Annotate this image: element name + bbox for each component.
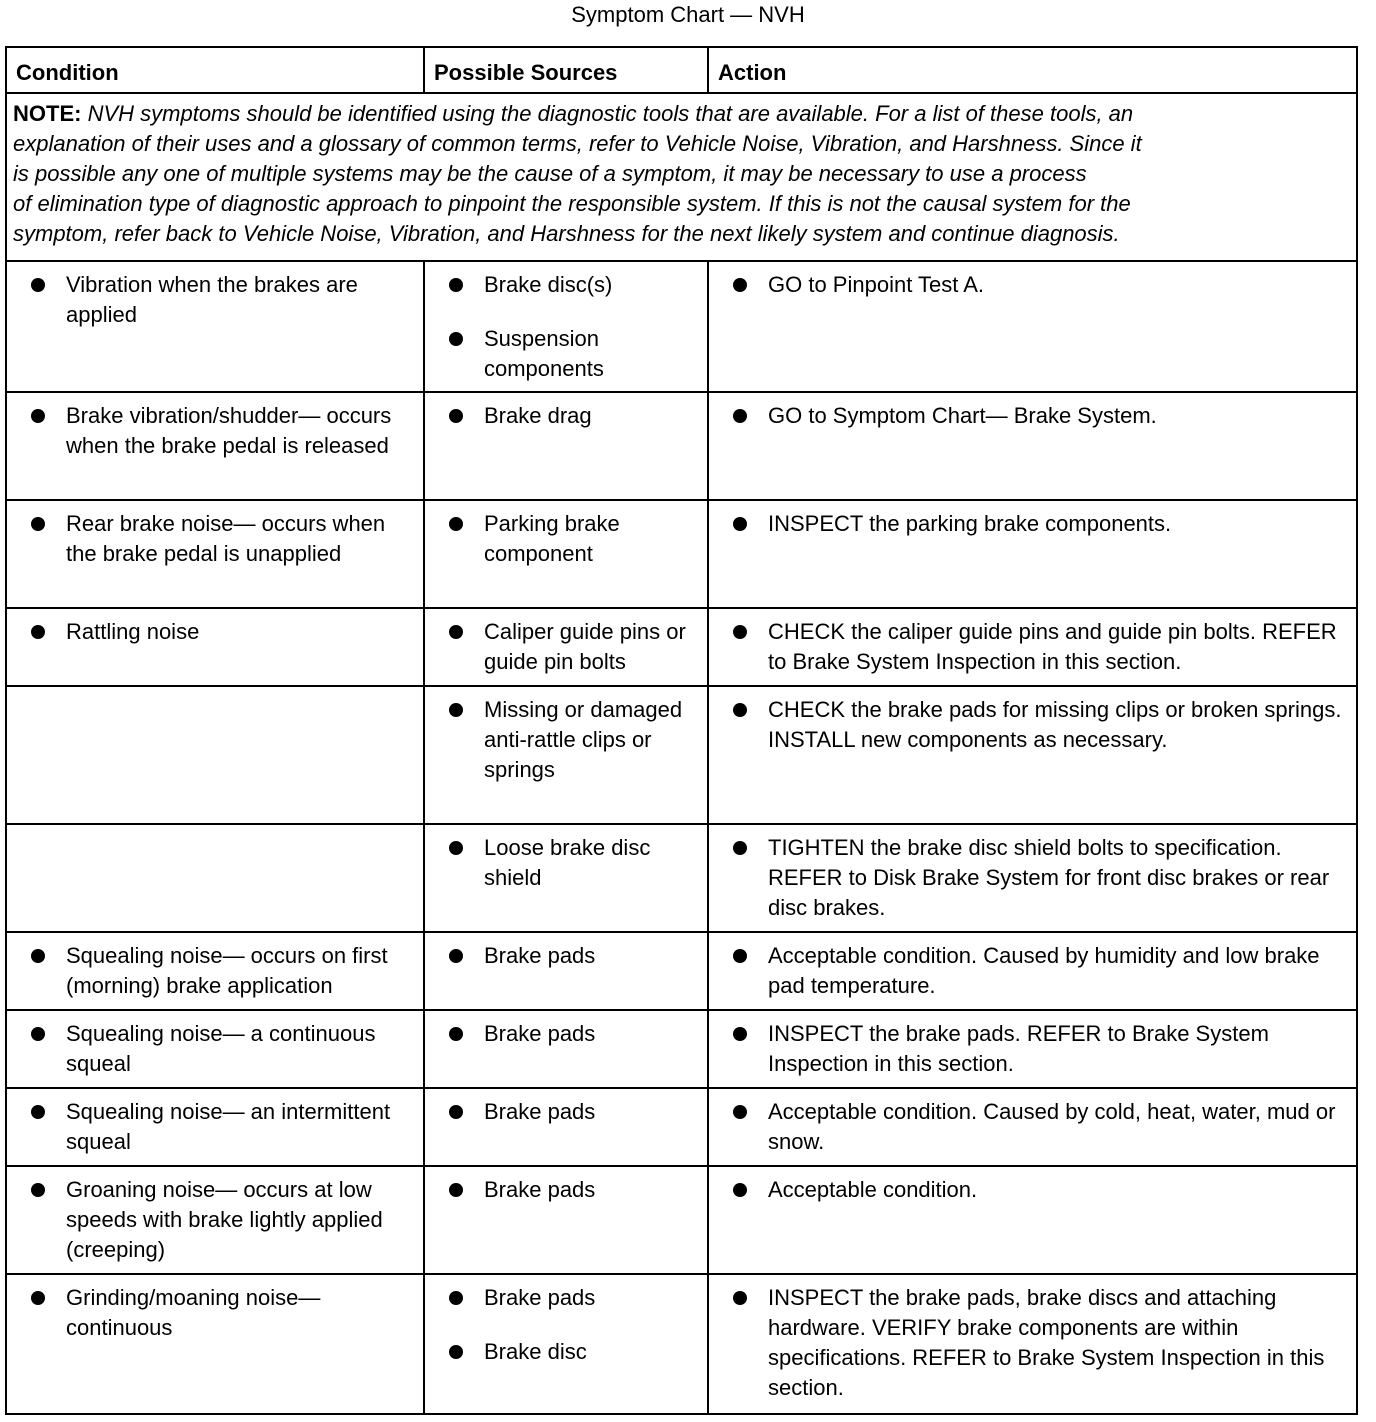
sources-cell bbox=[424, 1274, 708, 1414]
header-action: Action bbox=[708, 47, 1357, 93]
condition-cell bbox=[6, 686, 424, 824]
source-item: Brake disc bbox=[449, 1337, 701, 1367]
source-item: Brake disc(s) bbox=[449, 270, 701, 300]
note-text-line: symptom, refer back to Vehicle Noise, Vibration, and Harshness for the next likely system and continue diagnosis. bbox=[13, 221, 1120, 246]
action-text: Acceptable condition. bbox=[733, 1175, 1350, 1205]
source-item: Missing or damaged anti-rattle clips or springs bbox=[449, 695, 701, 785]
source-item: Caliper guide pins or guide pin bolts bbox=[449, 617, 701, 677]
condition-cell bbox=[6, 824, 424, 932]
symptom-row bbox=[6, 392, 1357, 500]
condition-cell bbox=[6, 500, 424, 608]
note-text-line: of elimination type of diagnostic approach to pinpoint the responsible system. If this is not the causal system for the bbox=[13, 191, 1131, 216]
source-item: Brake pads bbox=[449, 1283, 701, 1313]
action-cell bbox=[708, 824, 1357, 932]
sources-cell bbox=[424, 608, 708, 686]
symptom-row bbox=[6, 261, 1357, 392]
page-title: Symptom Chart — NVH bbox=[571, 2, 805, 27]
condition-cell bbox=[6, 1010, 424, 1088]
action-cell bbox=[708, 1010, 1357, 1088]
sources-cell bbox=[424, 932, 708, 1010]
source-item: Brake pads bbox=[449, 941, 701, 971]
action-text: Acceptable condition. Caused by cold, heat, water, mud or snow. bbox=[733, 1097, 1350, 1157]
condition-text: Squealing noise— a continuous squeal bbox=[31, 1019, 417, 1079]
action-text: CHECK the brake pads for missing clips or broken springs. INSTALL new components as necessary. bbox=[733, 695, 1350, 755]
condition-cell bbox=[6, 1166, 424, 1274]
symptom-row bbox=[6, 824, 1357, 932]
sources-cell bbox=[424, 261, 708, 392]
note-cell bbox=[6, 93, 1357, 261]
condition-cell bbox=[6, 261, 424, 392]
sources-cell bbox=[424, 1088, 708, 1166]
header-row bbox=[6, 47, 1357, 93]
sources-cell bbox=[424, 686, 708, 824]
source-item: Suspension components bbox=[449, 324, 701, 384]
source-item: Brake drag bbox=[449, 401, 701, 431]
action-cell bbox=[708, 1274, 1357, 1414]
action-text: INSPECT the parking brake components. bbox=[733, 509, 1350, 539]
source-item: Parking brake component bbox=[449, 509, 701, 569]
action-cell bbox=[708, 500, 1357, 608]
action-cell bbox=[708, 261, 1357, 392]
action-text: GO to Pinpoint Test A. bbox=[733, 270, 1350, 300]
sources-cell bbox=[424, 500, 708, 608]
action-text: TIGHTEN the brake disc shield bolts to specification. REFER to Disk Brake System for front disc brakes or rear disc brakes. bbox=[733, 833, 1350, 923]
condition-text: Squealing noise— an intermittent squeal bbox=[31, 1097, 417, 1157]
condition-cell bbox=[6, 608, 424, 686]
source-item: Brake pads bbox=[449, 1097, 701, 1127]
action-text: Acceptable condition. Caused by humidity and low brake pad temperature. bbox=[733, 941, 1350, 1001]
condition-text: Grinding/moaning noise— continuous bbox=[31, 1283, 417, 1343]
action-text: CHECK the caliper guide pins and guide pin bolts. REFER to Brake System Inspection in this section. bbox=[733, 617, 1350, 677]
note-text-line: explanation of their uses and a glossary of common terms, refer to Vehicle Noise, Vibration, and Harshness. Since it bbox=[13, 131, 1142, 156]
condition-cell bbox=[6, 1088, 424, 1166]
condition-text: Rear brake noise— occurs when the brake pedal is unapplied bbox=[31, 509, 417, 569]
action-cell bbox=[708, 1088, 1357, 1166]
condition-text: Vibration when the brakes are applied bbox=[31, 270, 417, 330]
note-row bbox=[6, 93, 1357, 261]
note-label: NOTE: bbox=[13, 101, 82, 126]
symptom-row bbox=[6, 686, 1357, 824]
condition-cell bbox=[6, 392, 424, 500]
sources-cell bbox=[424, 824, 708, 932]
action-cell bbox=[708, 392, 1357, 500]
note-text-line: is possible any one of multiple systems may be the cause of a symptom, it may be necessary to use a process bbox=[13, 161, 1087, 186]
header-possible-sources: Possible Sources bbox=[424, 47, 708, 93]
source-item: Brake pads bbox=[449, 1019, 701, 1049]
condition-text: Groaning noise— occurs at low speeds with brake lightly applied (creeping) bbox=[31, 1175, 417, 1265]
symptom-row bbox=[6, 1010, 1357, 1088]
symptom-row bbox=[6, 932, 1357, 1010]
action-cell bbox=[708, 608, 1357, 686]
action-text: GO to Symptom Chart— Brake System. bbox=[733, 401, 1350, 431]
symptom-row bbox=[6, 1088, 1357, 1166]
header-condition: Condition bbox=[6, 47, 424, 93]
sources-cell bbox=[424, 1010, 708, 1088]
symptom-row bbox=[6, 1166, 1357, 1274]
condition-cell bbox=[6, 1274, 424, 1414]
action-cell bbox=[708, 1166, 1357, 1274]
action-text: INSPECT the brake pads. REFER to Brake System Inspection in this section. bbox=[733, 1019, 1350, 1079]
action-cell bbox=[708, 686, 1357, 824]
sources-cell bbox=[424, 392, 708, 500]
sources-cell bbox=[424, 1166, 708, 1274]
condition-text: Brake vibration/shudder— occurs when the brake pedal is released bbox=[31, 401, 417, 461]
symptom-row bbox=[6, 608, 1357, 686]
source-item: Loose brake disc shield bbox=[449, 833, 701, 893]
note-text-line: NVH symptoms should be identified using the diagnostic tools that are available. For a list of these tools, an bbox=[87, 101, 1134, 126]
condition-text: Squealing noise— occurs on first (morning) brake application bbox=[31, 941, 417, 1001]
source-item: Brake pads bbox=[449, 1175, 701, 1205]
action-text: INSPECT the brake pads, brake discs and attaching hardware. VERIFY brake components are within specifications. REFER to Brake System Inspection in this section. bbox=[733, 1283, 1350, 1403]
symptom-chart-table bbox=[5, 46, 1358, 1415]
symptom-row bbox=[6, 1274, 1357, 1414]
condition-text: Rattling noise bbox=[31, 617, 417, 647]
symptom-row bbox=[6, 500, 1357, 608]
action-cell bbox=[708, 932, 1357, 1010]
condition-cell bbox=[6, 932, 424, 1010]
